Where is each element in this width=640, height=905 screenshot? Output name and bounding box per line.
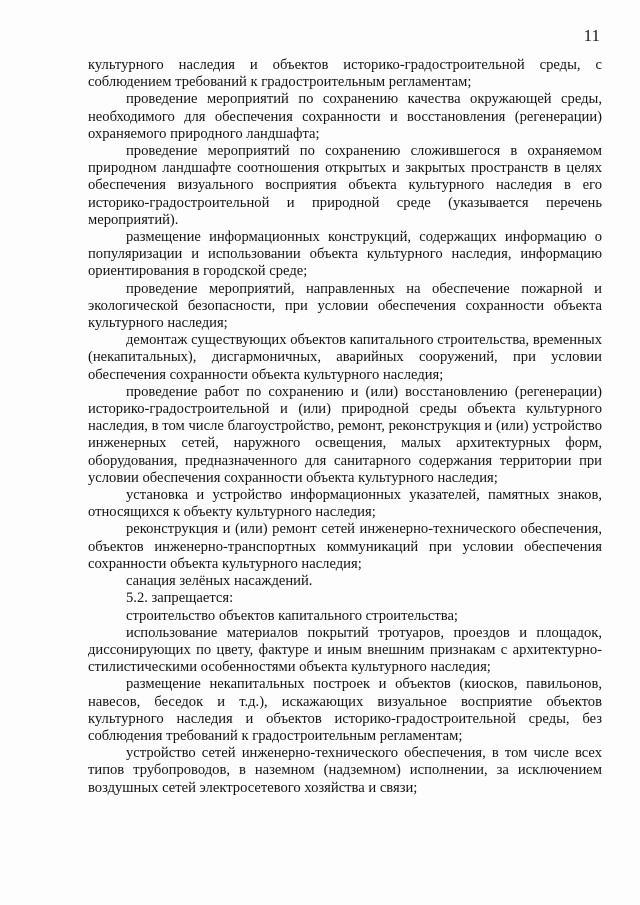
document-body <box>88 57 602 797</box>
paragraph: установка и устройство информационных указателей, памятных знаков, относящихся к объекту культурного наследия; <box>88 487 602 521</box>
section-heading-5-2: 5.2. запрещается: <box>126 590 234 607</box>
paragraph: проведение мероприятий по сохранению качества окружающей среды, необходимого для обеспечения сохранности и восстановления (регенерации) охраняемого природного ландшафта; <box>88 91 602 142</box>
paragraph: устройство сетей инженерно-технического обеспечения, в том числе всех типов трубопроводов, в наземном (надземном) исполнении, за исключением воздушных сетей электросетевого хозяйства и связи; <box>88 745 602 796</box>
paragraph: санация зелёных насаждений. <box>126 573 313 590</box>
paragraph: реконструкция и (или) ремонт сетей инженерно-технического обеспечения, объектов инженерно-транспортных коммуникаций при условии обеспечения сохранности объекта культурного наследия; <box>88 521 602 572</box>
paragraph: проведение мероприятий, направленных на обеспечение пожарной и экологической безопасности, при условии обеспечения сохранности объекта культурного наследия; <box>88 280 602 332</box>
paragraph-continuation: культурного наследия и объектов историко-градостроительной среды, с соблюдением требований к градостроительным регламентам; <box>88 57 602 91</box>
paragraph: использование материалов покрытий тротуаров, проездов и площадок, диссонирующих по цвету, фактуре и иным внешним признакам с архитектурно-стилистическими особенностями объекта культурного наследия; <box>88 624 602 676</box>
paragraph: размещение некапитальных построек и объектов (киосков, павильонов, навесов, беседок и т.д.), искажающих визуальное восприятие объектов культурного наследия и объектов историко-градостроительной среды, без соблюдения требований к градостроительным регламентам; <box>88 676 602 744</box>
page-number: 11 <box>583 26 600 45</box>
paragraph: демонтаж существующих объектов капитального строительства, временных (некапитальных), дисгармоничных, аварийных сооружений, при условии обеспечения сохранности объекта культурного наследия; <box>88 332 602 383</box>
paragraph: проведение работ по сохранению и (или) восстановлению (регенерации) историко-градостроительной и (или) природной среды объекта культурного наследия, в том числе благоустройство, ремонт, реконструкция и (или) устройство инженерных сетей, наружного освещения, малых архитектурных форм, оборудования, предназначенного для санитарного содержания территории при условии обеспечения сохранности объекта культурного наследия; <box>88 383 602 486</box>
paragraph: размещение информационных конструкций, содержащих информацию о популяризации и использовании объекта культурного наследия, информацию ориентирования в городской среде; <box>88 229 602 280</box>
paragraph: строительство объектов капитального строительства; <box>126 607 458 624</box>
paragraph: проведение мероприятий по сохранению сложившегося в охраняемом природном ландшафте соотношения открытых и закрытых пространств в целях обеспечения визуального восприятия объекта культурного наследия в его историко-градостроительной и природной среде (указывается перечень мероприятий). <box>88 143 602 228</box>
